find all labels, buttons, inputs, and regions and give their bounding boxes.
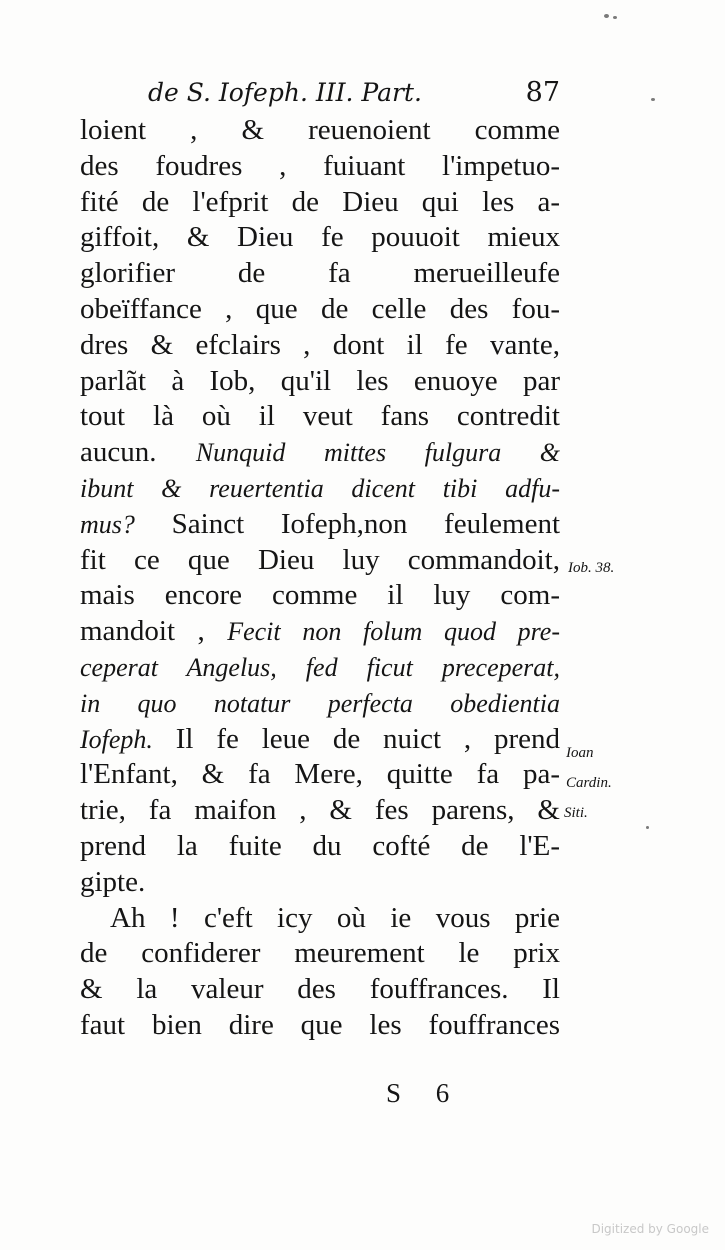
margin-notes <box>560 0 640 1250</box>
margin-note-author: Siti. <box>564 805 588 821</box>
text-line: faut bien dire que les fouffrances <box>80 1008 560 1041</box>
text-line: l'Enfant, & fa Mere, quitte fa pa- <box>80 758 560 791</box>
text-line: mais encore comme il luy com- <box>80 579 560 612</box>
text-line: parlãt à Iob, qu'il les enuoye par <box>80 364 560 397</box>
text-line: tout là où il veut fans contredit <box>80 400 560 433</box>
margin-note-author: Cardin. <box>566 775 612 791</box>
text-line: dres & efclairs , dont il fe vante, <box>80 328 560 361</box>
paper-speck <box>646 826 649 829</box>
text-line-latin <box>80 471 560 507</box>
paper-speck <box>604 14 609 18</box>
text-line: de confiderer meurement le prix <box>80 937 560 970</box>
text-line: glorifier de fa merueilleufe <box>80 257 560 290</box>
text-line-latin <box>80 435 560 471</box>
text-line: obeïffance , que de celle des fou- <box>80 292 560 325</box>
text-line: gipte. <box>80 865 146 898</box>
text-line-latin <box>80 686 560 722</box>
paragraph-start: Ah ! c'eft icy où ie vous prie <box>110 901 560 934</box>
latin-quotation: ibunt & reuertentia dicent tibi adfu- <box>80 473 560 503</box>
roman-text: aucun. <box>80 436 157 469</box>
body-text <box>80 113 560 1044</box>
roman-text: Sainct Iofeph,non feulement <box>171 507 561 540</box>
roman-text: Il fe leue de nuict , prend <box>175 722 560 755</box>
text-line: loient , & reuenoient comme <box>80 114 560 146</box>
page-header <box>148 76 568 110</box>
text-line: fité de l'efprit de Dieu qui les a- <box>80 185 560 218</box>
margin-citation: Iob. 38. <box>568 560 615 576</box>
text-line: prend la fuite du cofté de l'E- <box>80 829 560 862</box>
text-line-latin <box>80 614 560 650</box>
latin-quotation: Nunquid mittes fulgura & <box>195 438 560 468</box>
text-line-latin <box>80 650 560 686</box>
latin-quotation: mus? <box>80 509 135 539</box>
watermark: Digitized by Google <box>591 1222 709 1236</box>
page-number: 87 <box>525 77 560 108</box>
text-line-latin <box>80 507 560 543</box>
text-line: giffoit, & Dieu fe pouuoit mieux <box>80 221 560 254</box>
text-line: trie, fa maifon , & fes parens, & <box>80 794 560 827</box>
latin-quotation: Fecit non folum quod pre- <box>227 617 560 647</box>
paper-speck <box>613 16 617 19</box>
running-head: de S. Iofeph. III. Part. <box>148 78 422 107</box>
paper-speck <box>651 98 655 101</box>
text-line: & la valeur des fouffrances. Il <box>80 973 560 1006</box>
latin-quotation: ceperat Angelus, fed ficut preceperat, <box>80 652 560 682</box>
latin-quotation: Iofeph. <box>80 724 153 754</box>
text-line-latin <box>80 722 560 758</box>
margin-note-author: Ioan <box>566 745 594 761</box>
text-line: des foudres , fuiuant l'impetuo- <box>80 149 560 182</box>
signature-mark: S 6 <box>386 1078 464 1108</box>
text-line: fit ce que Dieu luy commandoit, <box>80 543 560 576</box>
latin-quotation: in quo notatur perfecta obedientia <box>80 688 560 718</box>
roman-text: mandoit , <box>80 615 205 648</box>
